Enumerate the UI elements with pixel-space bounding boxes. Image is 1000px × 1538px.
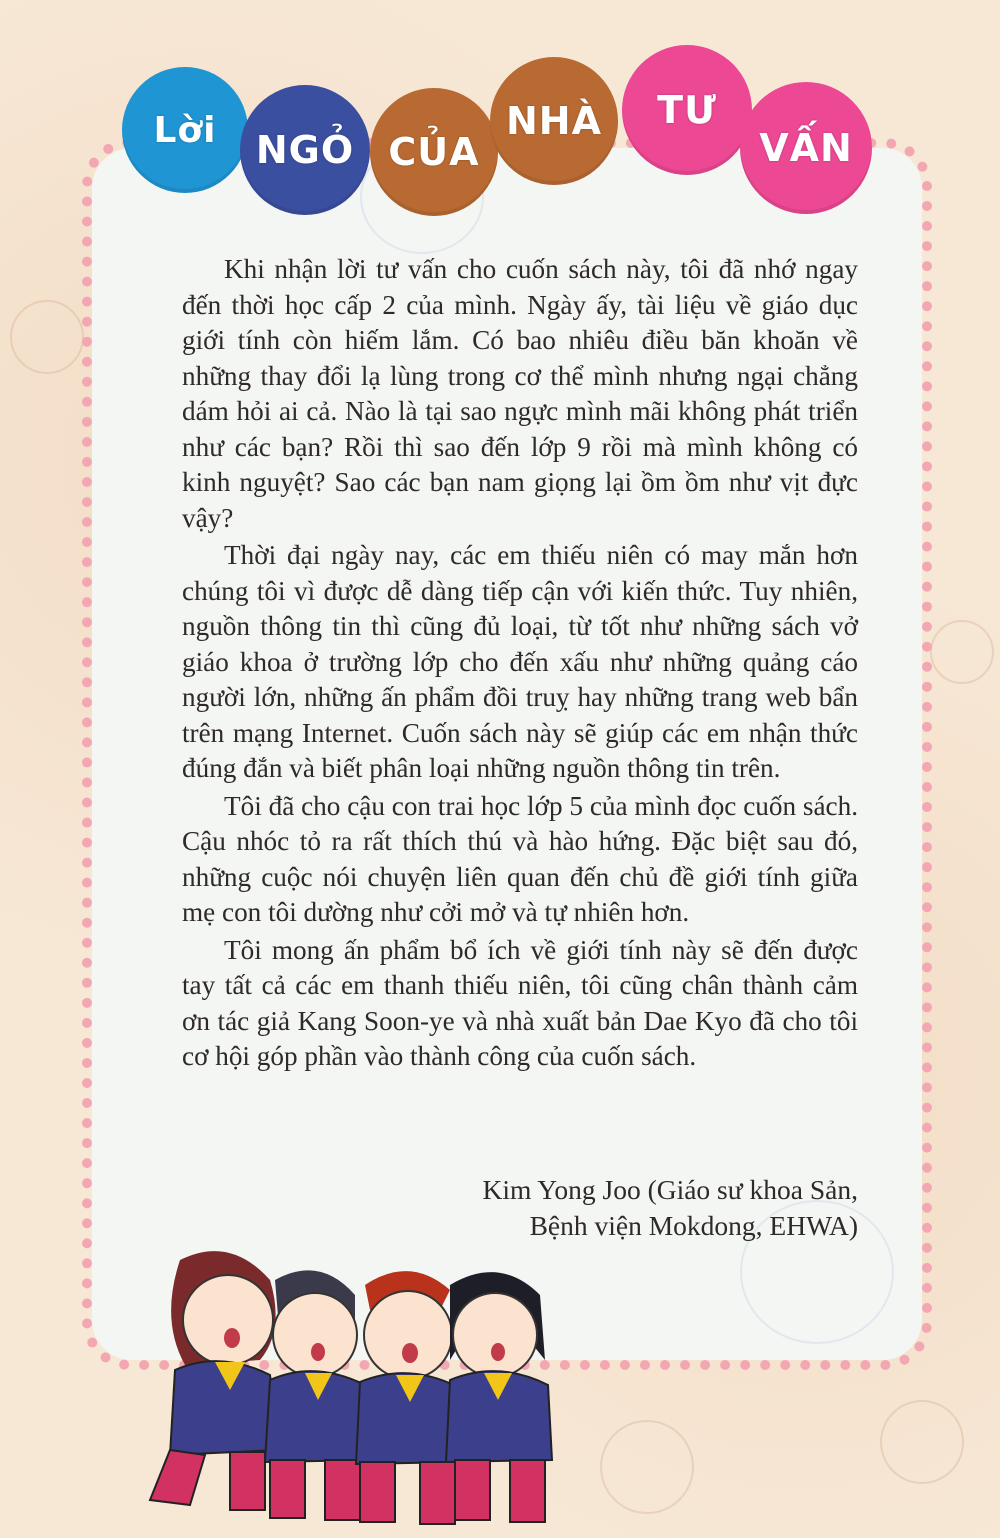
paragraph: Tôi mong ấn phẩm bổ ích về giới tính này sẽ đến được tay tất cả các em thanh thiếu niên, tôi cũng chân thành cảm ơn tác giả Kang Soon-ye và nhà xuất bản Dae Kyo đã cho tôi cơ hội góp phần vào thành công của cuốn sách.	[182, 934, 858, 1071]
cartoon-student	[265, 1270, 370, 1520]
paragraph: Tôi đã cho cậu con trai học lớp 5 của mình đọc cuốn sách. Cậu nhóc tỏ ra rất thích thú và hào hứng. Đặc biệt sau đó, những cuộc nói chuyện liên quan đến chủ đề giới tính giữa mẹ con tôi dường như cởi mở và tự nhiên hơn.	[182, 790, 858, 927]
background-doodle	[930, 620, 994, 684]
background-doodle	[10, 300, 84, 374]
title-bubble: CỦA	[370, 88, 498, 216]
cartoon-student	[446, 1272, 552, 1522]
background-doodle	[880, 1400, 964, 1484]
cartoon-student	[150, 1251, 280, 1510]
signature	[483, 1172, 858, 1244]
title-bubble: VẤN	[740, 82, 872, 214]
signature-line: Kim Yong Joo (Giáo sư khoa Sản,	[482, 1174, 858, 1205]
title-bubble: TƯ	[622, 45, 752, 175]
body-text	[182, 252, 858, 1077]
title-bubble: NHÀ	[490, 57, 618, 185]
background-doodle	[600, 1420, 694, 1514]
title-bubble: NGỎ	[240, 85, 370, 215]
four-cartoon-students-singing-icon	[120, 1240, 590, 1530]
paragraph: Thời đại ngày nay, các em thiếu niên có may mắn hơn chúng tôi vì được dễ dàng tiếp cận với kiến thức. Tuy nhiên, nguồn thông tin thì cũng đủ loại, từ tốt như những sách vở giáo khoa ở trường lớp cho đến xấu như những quảng cáo người lớn, những ấn phẩm đồi truỵ hay những trang web bẩn trên mạng Internet. Cuốn sách này sẽ giúp các em nhận thức đúng đắn và biết phân loại những nguồn thông tin trên.	[182, 540, 858, 783]
cartoon-student	[356, 1271, 462, 1524]
paragraph: Khi nhận lời tư vấn cho cuốn sách này, tôi đã nhớ ngay đến thời học cấp 2 của mình. Ngày ấy, tài liệu về giáo dục giới tính còn hiếm lắm. Có bao nhiêu điều băn khoăn về những thay đổi lạ lùng trong cơ thể mình nhưng ngại chẳng dám hỏi ai cả. Nào là tại sao ngực mình mãi không phát triển như các bạn? Rồi thì sao đến lớp 9 rồi mà mình không có kinh nguyệt? Sao các bạn nam giọng lại ồm ồm như vịt đực vậy?	[182, 254, 858, 533]
title-bubble: Lời	[122, 67, 248, 193]
page-title	[0, 0, 1000, 230]
signature-line: Bệnh viện Mokdong, EHWA)	[529, 1210, 858, 1241]
